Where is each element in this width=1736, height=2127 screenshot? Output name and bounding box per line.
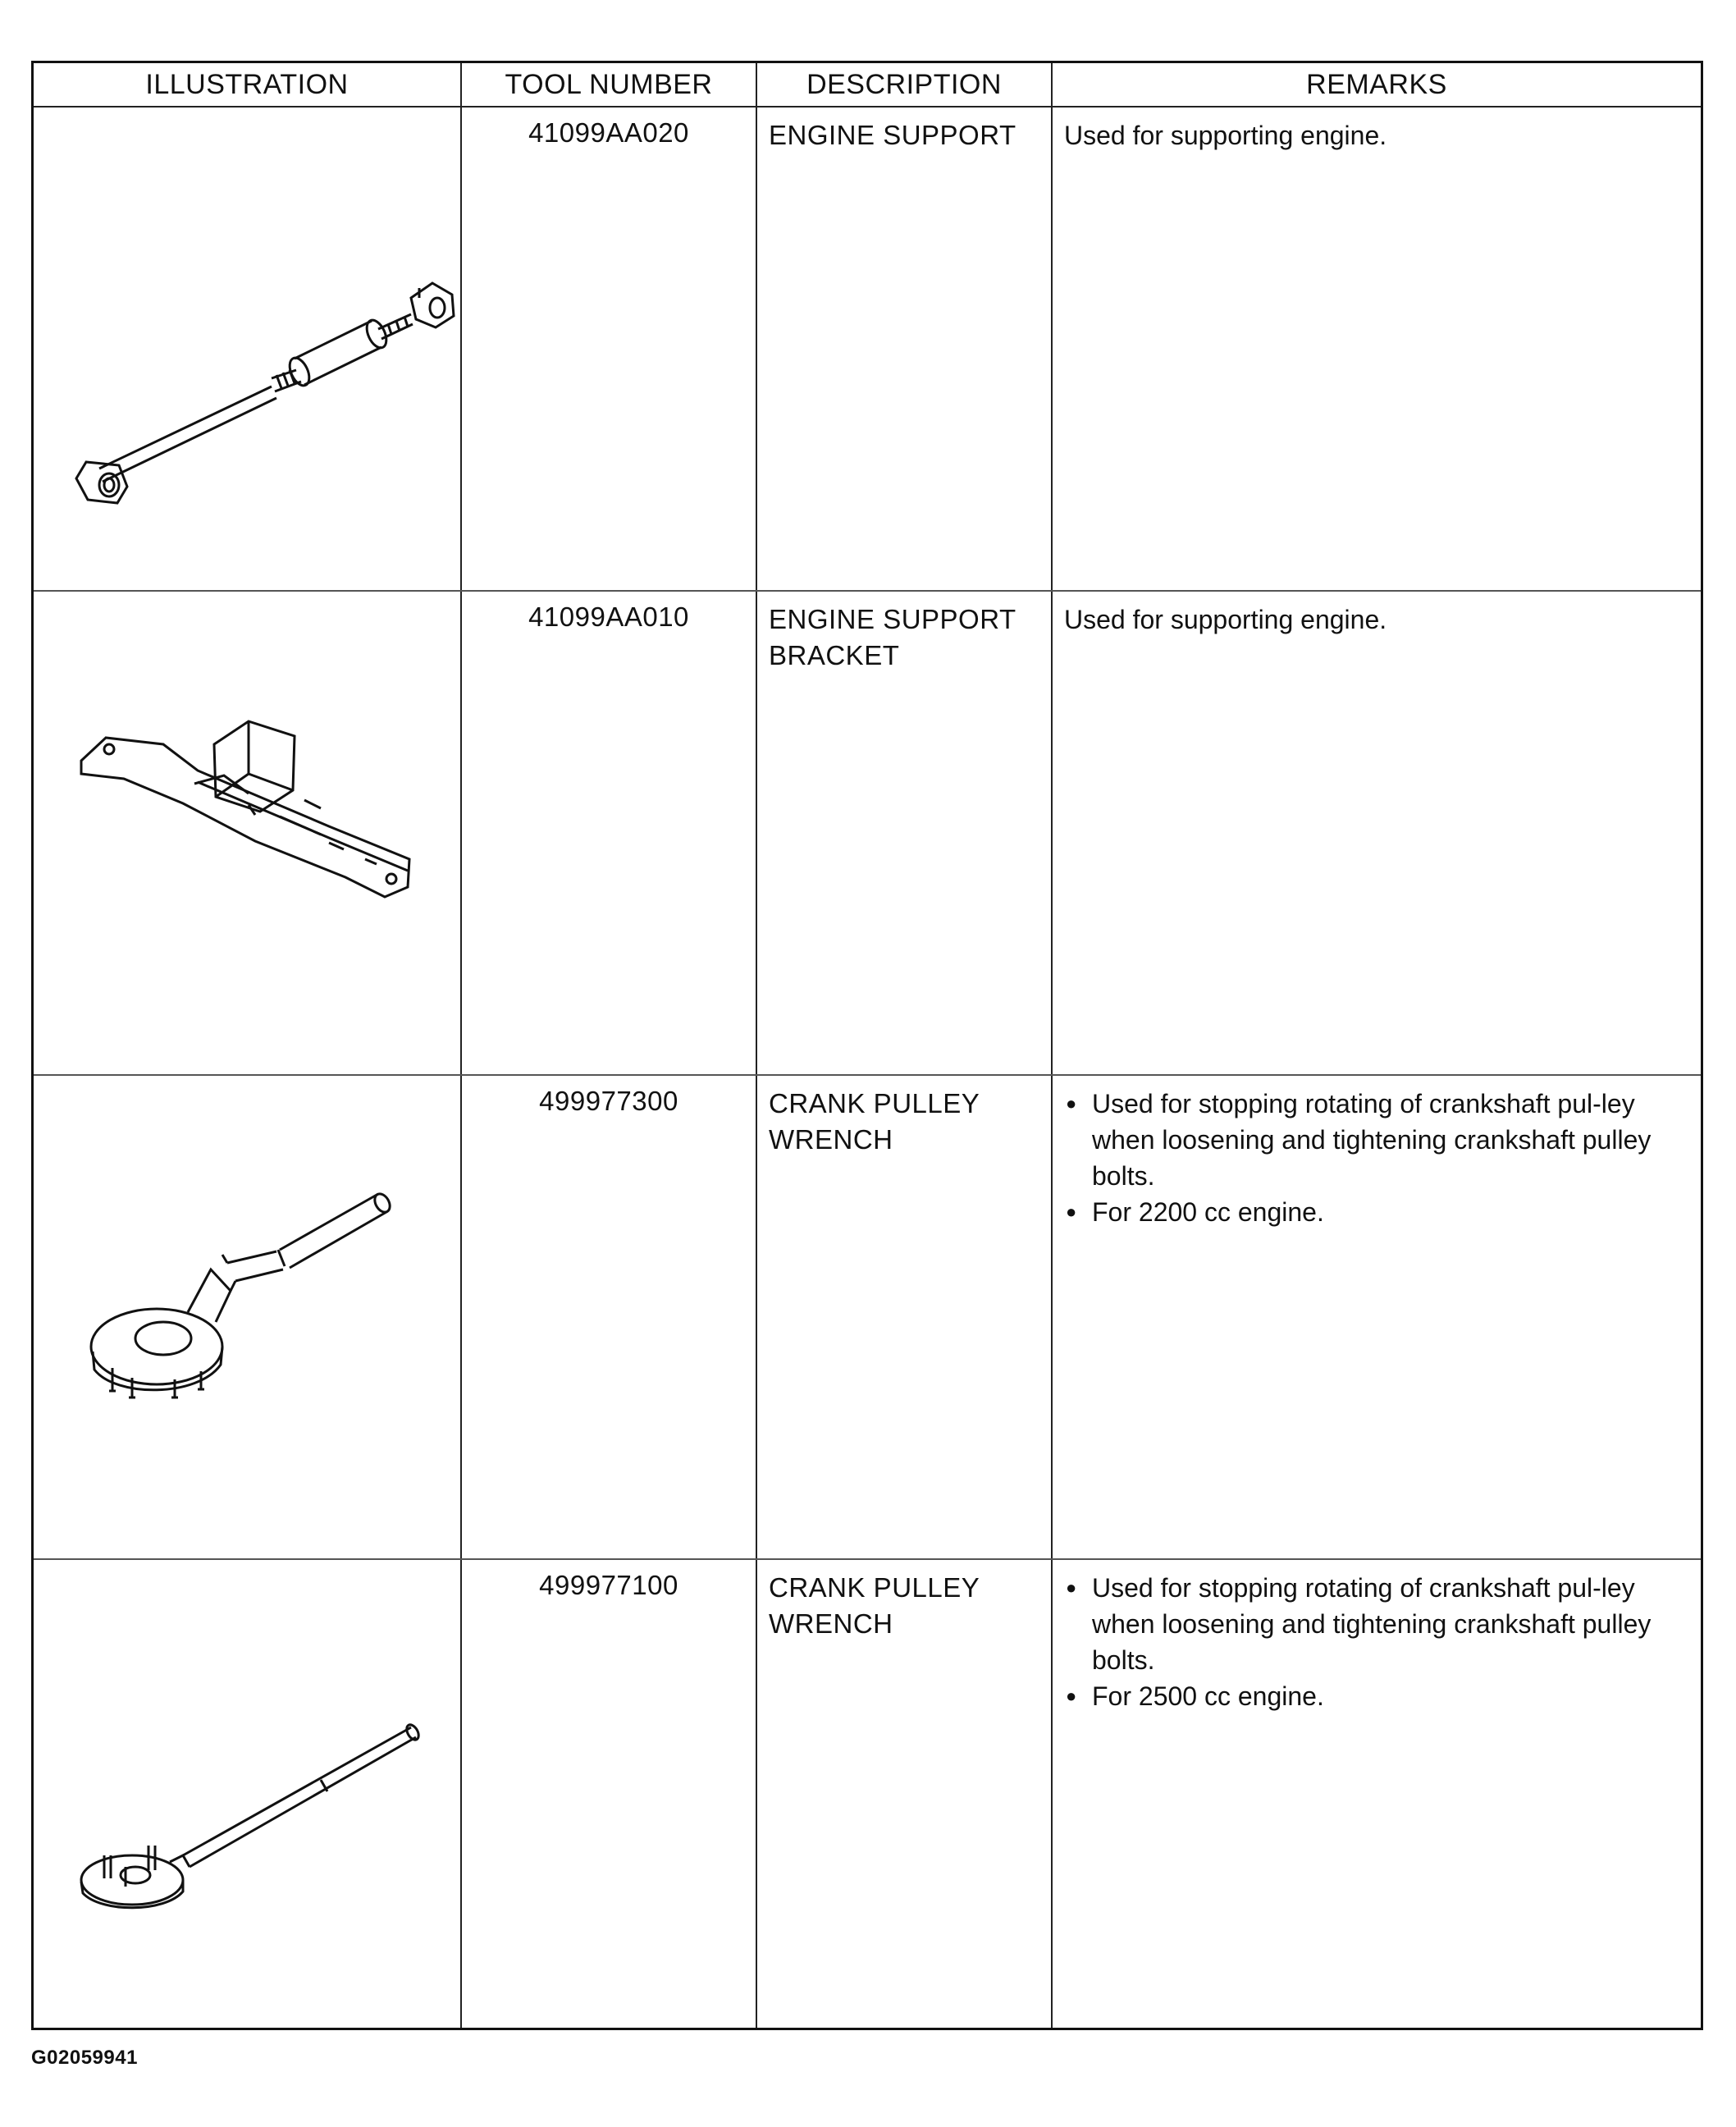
description-cell — [757, 1076, 1053, 1558]
tool-number: 41099AA010 — [528, 602, 689, 632]
remarks-bullet: ● For 2200 cc engine. — [1064, 1194, 1689, 1230]
illustration-cell — [34, 107, 462, 590]
tool-number: 499977300 — [539, 1086, 678, 1116]
description-line: ENGINE SUPPORT — [769, 120, 1016, 150]
tool-number-cell — [462, 592, 757, 1074]
tool-number-cell — [462, 107, 757, 590]
remarks-cell — [1053, 1076, 1701, 1558]
remarks-list — [1064, 1570, 1689, 1714]
remarks-bullet: ● For 2500 cc engine. — [1064, 1678, 1689, 1714]
header-illustration: ILLUSTRATION — [34, 63, 462, 106]
engine-support-bracket-icon — [34, 592, 460, 1074]
table-row — [34, 107, 1701, 592]
crank-pulley-wrench-icon — [34, 1076, 460, 1558]
header-description: DESCRIPTION — [757, 63, 1053, 106]
table-header-row — [34, 63, 1701, 107]
header-tool-number: TOOL NUMBER — [462, 63, 757, 106]
remarks-cell — [1053, 592, 1701, 1074]
tool-number: 41099AA020 — [528, 117, 689, 148]
tool-number: 499977100 — [539, 1570, 678, 1600]
description-cell — [757, 107, 1053, 590]
illustration-cell — [34, 1560, 462, 2028]
tool-number-cell — [462, 1076, 757, 1558]
special-tools-table — [31, 61, 1703, 2030]
description-line: ENGINE SUPPORT — [769, 604, 1016, 634]
description-line: CRANK PULLEY — [769, 1572, 980, 1603]
remarks-cell — [1053, 1560, 1701, 2028]
crank-pulley-wrench-long-icon — [34, 1560, 460, 2026]
remarks-cell — [1053, 107, 1701, 590]
engine-support-icon — [34, 107, 460, 590]
description-line: WRENCH — [769, 1608, 893, 1639]
remarks-text: Used for supporting engine. — [1064, 605, 1387, 634]
description-line: BRACKET — [769, 640, 900, 670]
description-line: WRENCH — [769, 1124, 893, 1155]
illustration-cell — [34, 592, 462, 1074]
remarks-list — [1064, 1086, 1689, 1230]
description-line: CRANK PULLEY — [769, 1088, 980, 1118]
table-row — [34, 1076, 1701, 1560]
figure-code: G02059941 — [31, 2047, 138, 2069]
remarks-bullet: ● Used for stopping rotating of crankshaft pul-ley when loosening and tightening crankshaft pulley bolts. — [1064, 1570, 1689, 1678]
remarks-text: Used for supporting engine. — [1064, 121, 1387, 150]
illustration-cell — [34, 1076, 462, 1558]
tool-number-cell — [462, 1560, 757, 2028]
table-row — [34, 1560, 1701, 2028]
description-cell — [757, 1560, 1053, 2028]
header-remarks: REMARKS — [1306, 68, 1447, 100]
remarks-bullet: ● Used for stopping rotating of crankshaft pul-ley when loosening and tightening crankshaft pulley bolts. — [1064, 1086, 1689, 1194]
table-row — [34, 592, 1701, 1076]
description-cell — [757, 592, 1053, 1074]
